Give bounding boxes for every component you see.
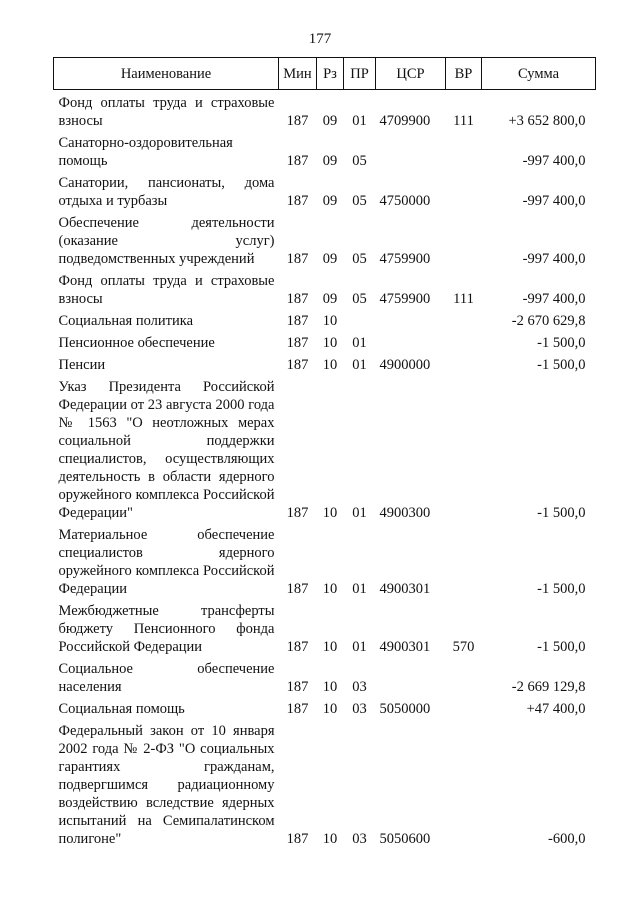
cell-pr: 01 [352, 113, 367, 129]
cell-pr: 01 [352, 357, 367, 373]
cell-min: 187 [286, 193, 309, 209]
page-number: 177 [308, 31, 332, 47]
cell-rz: 10 [322, 505, 338, 521]
cell-csr [376, 656, 446, 696]
cell-sum: -1 500,0 [537, 505, 586, 521]
cell-vr [446, 718, 482, 848]
cell-pr: 01 [352, 335, 367, 351]
table-body [54, 90, 596, 849]
cell-name: Социальная помощь [58, 701, 185, 717]
cell-sum: -1 500,0 [537, 357, 586, 373]
cell-min: 187 [286, 251, 309, 267]
table-row [54, 374, 596, 522]
cell-min: 187 [286, 313, 309, 329]
cell-sum: -997 400,0 [522, 153, 586, 169]
table-row [54, 210, 596, 268]
cell-rz: 10 [322, 581, 338, 597]
cell-name: Указ Президента Российской Федерации от 23 августа 2000 года № 1563 "О неотложных мерах социальной поддержки специалистов, осуществляющих деятельность в области ядерного оружейного комплекса Российской Федерации" [58, 379, 275, 521]
cell-pr: 01 [352, 505, 367, 521]
cell-name: Материальное обеспечение специалистов ядерного оружейного комплекса Российской Федерации [58, 527, 275, 597]
table-row [54, 170, 596, 210]
cell-sum: -1 500,0 [537, 335, 586, 351]
cell-pr: 03 [352, 831, 367, 847]
cell-pr: 05 [352, 153, 367, 169]
cell-min: 187 [286, 505, 309, 521]
header-min: Мин [279, 58, 317, 90]
cell-pr: 05 [352, 193, 367, 209]
budget-table [53, 57, 596, 848]
cell-min: 187 [286, 335, 309, 351]
cell-vr [446, 374, 482, 522]
cell-rz: 09 [322, 291, 338, 307]
cell-sum: -997 400,0 [522, 193, 586, 209]
table-row [54, 718, 596, 848]
cell-rz: 10 [322, 701, 338, 717]
header-vr: ВР [446, 58, 482, 90]
cell-rz: 09 [322, 193, 338, 209]
cell-pr: 03 [352, 679, 367, 695]
cell-csr: 4900301 [379, 581, 431, 597]
cell-csr: 4759900 [379, 251, 431, 267]
table-row [54, 130, 596, 170]
cell-sum: -1 500,0 [537, 639, 586, 655]
cell-sum: -600,0 [548, 831, 586, 847]
cell-vr [446, 696, 482, 718]
cell-rz: 10 [322, 357, 338, 373]
cell-min: 187 [286, 581, 309, 597]
cell-sum: -2 669 129,8 [511, 679, 586, 695]
cell-name: Социальная политика [58, 313, 194, 329]
cell-name: Пенсионное обеспечение [58, 335, 215, 351]
cell-name: Социальное обеспечение населения [58, 661, 275, 695]
cell-rz: 10 [322, 679, 338, 695]
cell-pr: 01 [352, 581, 367, 597]
cell-name: Обеспечение деятельности (оказание услуг) подведомственных учреждений [58, 215, 275, 267]
cell-rz: 10 [322, 335, 338, 351]
cell-min: 187 [286, 357, 309, 373]
cell-sum: -997 400,0 [522, 291, 586, 307]
cell-name: Пенсии [58, 357, 106, 373]
table-row [54, 352, 596, 374]
cell-min: 187 [286, 639, 309, 655]
table-row [54, 656, 596, 696]
table-row [54, 330, 596, 352]
cell-csr [376, 330, 446, 352]
cell-csr: 4900301 [379, 639, 431, 655]
cell-vr [446, 170, 482, 210]
cell-name: Межбюджетные трансферты бюджету Пенсионного фонда Российской Федерации [58, 603, 275, 655]
cell-sum: -997 400,0 [522, 251, 586, 267]
header-rz: Рз [317, 58, 344, 90]
cell-vr [446, 210, 482, 268]
cell-vr: 570 [452, 639, 475, 655]
cell-min: 187 [286, 831, 309, 847]
cell-min: 187 [286, 679, 309, 695]
cell-name: Федеральный закон от 10 января 2002 года № 2-ФЗ "О социальных гарантиях гражданам, подвергшимся радиационному воздействию вследствие ядерных испытаний на Семипалатинском полигоне" [58, 723, 275, 847]
cell-csr: 4900000 [379, 357, 431, 373]
cell-vr [446, 330, 482, 352]
table-row [54, 522, 596, 598]
cell-rz: 09 [322, 153, 338, 169]
cell-name: Фонд оплаты труда и страховые взносы [58, 95, 275, 129]
cell-pr: 03 [352, 701, 367, 717]
cell-pr [344, 308, 376, 330]
cell-rz: 09 [322, 113, 338, 129]
cell-rz: 10 [322, 639, 338, 655]
cell-vr [446, 656, 482, 696]
cell-csr [376, 308, 446, 330]
cell-rz: 09 [322, 251, 338, 267]
table-row [54, 308, 596, 330]
cell-sum: -2 670 629,8 [511, 313, 586, 329]
cell-sum: +47 400,0 [526, 701, 586, 717]
cell-min: 187 [286, 153, 309, 169]
cell-pr: 05 [352, 251, 367, 267]
cell-csr: 4709900 [379, 113, 431, 129]
cell-csr: 4750000 [379, 193, 431, 209]
cell-vr: 111 [453, 113, 474, 129]
cell-name: Санатории, пансионаты, дома отдыха и турбазы [58, 175, 275, 209]
cell-vr [446, 352, 482, 374]
cell-pr: 05 [352, 291, 367, 307]
cell-vr [446, 522, 482, 598]
cell-vr: 111 [453, 291, 474, 307]
cell-rz: 10 [322, 831, 338, 847]
cell-sum: +3 652 800,0 [508, 113, 586, 129]
cell-csr: 4759900 [379, 291, 431, 307]
cell-name: Фонд оплаты труда и страховые взносы [58, 273, 275, 307]
header-csr: ЦСР [376, 58, 446, 90]
cell-csr: 5050600 [379, 831, 431, 847]
header-name: Наименование [54, 58, 279, 90]
cell-vr [446, 130, 482, 170]
table-row [54, 90, 596, 131]
cell-min: 187 [286, 701, 309, 717]
cell-pr: 01 [352, 639, 367, 655]
cell-sum: -1 500,0 [537, 581, 586, 597]
cell-vr [446, 308, 482, 330]
cell-name: Санаторно-оздоровительная помощь [58, 135, 233, 169]
header-pr: ПР [344, 58, 376, 90]
cell-csr [376, 130, 446, 170]
header-sum: Сумма [482, 58, 596, 90]
table-header-row [54, 58, 596, 90]
cell-csr: 4900300 [379, 505, 431, 521]
table-row [54, 268, 596, 308]
cell-csr: 5050000 [379, 701, 431, 717]
table-row [54, 598, 596, 656]
table-row [54, 696, 596, 718]
cell-rz: 10 [322, 313, 338, 329]
cell-min: 187 [286, 291, 309, 307]
cell-min: 187 [286, 113, 309, 129]
